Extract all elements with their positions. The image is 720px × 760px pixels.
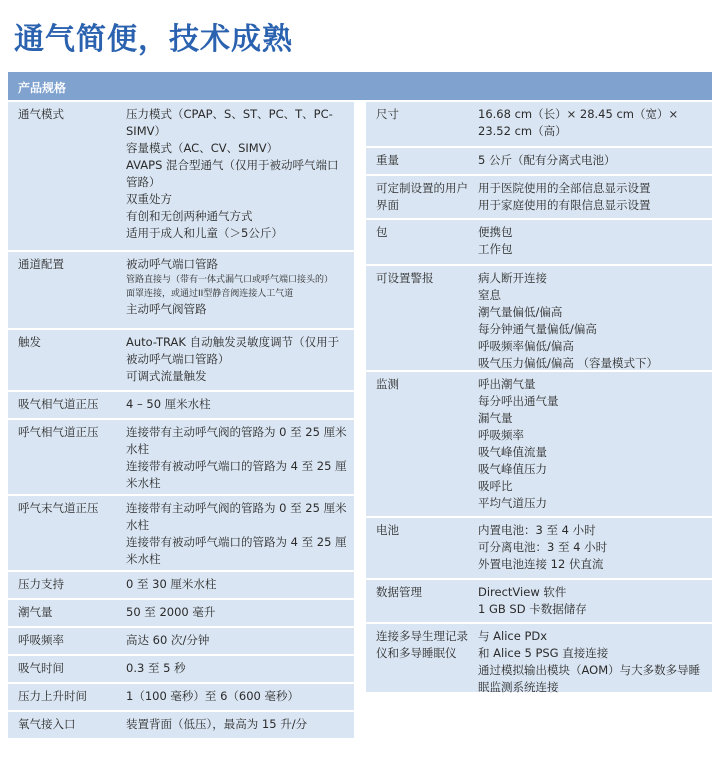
spec-row bbox=[366, 266, 712, 372]
spec-value: 5 公斤（配有分离式电池） bbox=[478, 153, 616, 167]
spec-label: 吸气时间 bbox=[18, 661, 64, 675]
spec-row bbox=[8, 102, 354, 252]
spec-values bbox=[126, 632, 354, 649]
spec-value: 吸气峰值流量 bbox=[478, 445, 547, 459]
spec-row bbox=[366, 148, 712, 176]
spec-value: 连接带有被动呼气端口的管路为 4 至 25 厘米水柱 bbox=[126, 459, 347, 490]
spec-value: 平均气道压力 bbox=[478, 496, 547, 510]
spec-value: 压力模式（CPAP、S、ST、PC、T、PC-SIMV） bbox=[126, 107, 333, 138]
spec-value: 有创和无创两种通气方式 bbox=[126, 209, 253, 223]
spec-value: 面罩连接，或通过II型静音阀连接人工气道 bbox=[126, 289, 294, 299]
spec-label: 数据管理 bbox=[376, 585, 422, 599]
spec-value: 吸气峰值压力 bbox=[478, 462, 547, 476]
spec-label: 呼气末气道正压 bbox=[18, 501, 99, 515]
spec-value: AVAPS 混合型通气（仅用于被动呼气端口管路） bbox=[126, 158, 339, 189]
spec-value: 外置电池连接 12 伏直流 bbox=[478, 557, 604, 571]
spec-value: 呼吸频率偏低/偏高 bbox=[478, 339, 574, 353]
spec-values bbox=[126, 576, 354, 593]
spec-label: 呼气相气道正压 bbox=[18, 425, 99, 439]
spec-value: 连接带有主动呼气阀的管路为 0 至 25 厘米水柱 bbox=[126, 501, 347, 532]
spec-label: 重量 bbox=[376, 153, 399, 167]
spec-label: 可定制设置的用户界面 bbox=[376, 181, 468, 212]
spec-value: 病人断开连接 bbox=[478, 271, 547, 285]
spec-value: 每分呼出通气量 bbox=[478, 394, 559, 408]
spec-value: 被动呼气端口管路 bbox=[126, 257, 218, 271]
spec-values bbox=[478, 584, 712, 618]
spec-value: 吸气压力偏低/偏高 （容量模式下） bbox=[478, 356, 659, 370]
spec-label: 电池 bbox=[376, 523, 399, 537]
spec-label: 可设置警报 bbox=[376, 271, 434, 285]
spec-label: 通气模式 bbox=[18, 107, 64, 121]
spec-value: 内置电池：3 至 4 小时 bbox=[478, 523, 596, 537]
spec-values bbox=[478, 180, 712, 214]
spec-values bbox=[478, 628, 712, 696]
spec-row bbox=[8, 628, 354, 656]
spec-label: 潮气量 bbox=[18, 605, 53, 619]
spec-values bbox=[478, 376, 712, 512]
spec-values bbox=[126, 424, 354, 492]
spec-values bbox=[478, 270, 712, 372]
spec-value: 用于医院使用的全部信息显示设置 bbox=[478, 181, 651, 195]
spec-values bbox=[478, 106, 712, 140]
spec-value: DirectView 软件 bbox=[478, 585, 567, 599]
spec-value: 装置背面（低压），最高为 15 升/分 bbox=[126, 717, 308, 731]
spec-value: 可调式流量触发 bbox=[126, 369, 207, 383]
spec-row bbox=[366, 580, 712, 624]
spec-value: 窒息 bbox=[478, 288, 501, 302]
spec-value: 双重处方 bbox=[126, 192, 172, 206]
spec-value: 0 至 30 厘米水柱 bbox=[126, 577, 217, 591]
spec-label: 吸气相气道正压 bbox=[18, 397, 99, 411]
spec-values bbox=[478, 152, 712, 169]
spec-table-right bbox=[366, 102, 712, 694]
spec-value: 和 Alice 5 PSG 直接连接 bbox=[478, 646, 609, 660]
spec-value: 每分钟通气量偏低/偏高 bbox=[478, 322, 597, 336]
spec-row bbox=[8, 712, 354, 740]
spec-value: 16.68 cm（长）× 28.45 cm（宽）× 23.52 cm（高） bbox=[478, 107, 679, 138]
spec-value: 与 Alice PDx bbox=[478, 629, 548, 643]
spec-value: 管路直接与（带有一体式漏气口或呼气端口接头的） bbox=[126, 275, 334, 285]
spec-row bbox=[8, 572, 354, 600]
spec-value: 1（100 毫秒）至 6（600 毫秒） bbox=[126, 689, 299, 703]
spec-row bbox=[366, 372, 712, 518]
spec-value: 潮气量偏低/偏高 bbox=[478, 305, 563, 319]
spec-value: 呼出潮气量 bbox=[478, 377, 536, 391]
spec-values bbox=[478, 224, 712, 258]
spec-label: 通道配置 bbox=[18, 257, 64, 271]
spec-value: 可分离电池：3 至 4 小时 bbox=[478, 540, 608, 554]
spec-label: 包 bbox=[376, 225, 388, 239]
spec-value: 吸呼比 bbox=[478, 479, 513, 493]
spec-row bbox=[366, 518, 712, 580]
spec-value: 呼吸频率 bbox=[478, 428, 524, 442]
spec-value: 0.3 至 5 秒 bbox=[126, 661, 186, 675]
spec-row bbox=[8, 600, 354, 628]
spec-row bbox=[8, 252, 354, 330]
spec-label: 氧气接入口 bbox=[18, 717, 76, 731]
spec-label: 连接多导生理记录仪和多导睡眠仪 bbox=[376, 629, 468, 660]
spec-row bbox=[366, 220, 712, 266]
spec-row bbox=[8, 656, 354, 684]
spec-label: 呼吸频率 bbox=[18, 633, 64, 647]
spec-values bbox=[126, 106, 354, 242]
spec-values bbox=[126, 256, 354, 318]
spec-values bbox=[126, 604, 354, 621]
spec-value: 用于家庭使用的有限信息显示设置 bbox=[478, 198, 651, 212]
spec-row bbox=[366, 624, 712, 694]
spec-row bbox=[366, 102, 712, 148]
spec-label: 监测 bbox=[376, 377, 399, 391]
spec-section-header bbox=[8, 72, 712, 100]
spec-values bbox=[126, 688, 354, 705]
spec-row bbox=[8, 392, 354, 420]
page-title: 通气简便，技术成熟 bbox=[14, 22, 293, 57]
spec-value: 高达 60 次/分钟 bbox=[126, 633, 210, 647]
spec-row bbox=[8, 330, 354, 392]
spec-value: 通过模拟输出模块（AOM）与大多数多导睡眠监测系统连接 bbox=[478, 663, 701, 694]
spec-label: 触发 bbox=[18, 335, 41, 349]
spec-section-title: 产品规格 bbox=[18, 81, 67, 95]
spec-values bbox=[126, 396, 354, 413]
spec-label: 压力支持 bbox=[18, 577, 64, 591]
spec-values bbox=[126, 334, 354, 385]
spec-value: 连接带有主动呼气阀的管路为 0 至 25 厘米水柱 bbox=[126, 425, 347, 456]
spec-value: 4 – 50 厘米水柱 bbox=[126, 397, 211, 411]
spec-values bbox=[126, 660, 354, 677]
spec-value: 连接带有被动呼气端口的管路为 4 至 25 厘米水柱 bbox=[126, 535, 347, 566]
spec-row bbox=[8, 496, 354, 572]
spec-row bbox=[8, 420, 354, 496]
spec-values bbox=[478, 522, 712, 573]
spec-label: 尺寸 bbox=[376, 107, 399, 121]
spec-value: 适用于成人和儿童（＞5公斤） bbox=[126, 226, 283, 240]
spec-row bbox=[366, 176, 712, 220]
spec-value: 主动呼气阀管路 bbox=[126, 302, 207, 316]
spec-value: 50 至 2000 毫升 bbox=[126, 605, 216, 619]
spec-value: 1 GB SD 卡数据储存 bbox=[478, 602, 587, 616]
spec-row bbox=[8, 684, 354, 712]
spec-value: Auto-TRAK 自动触发灵敏度调节（仅用于被动呼气端口管路） bbox=[126, 335, 340, 366]
spec-value: 容量模式（AC、CV、SIMV） bbox=[126, 141, 279, 155]
spec-label: 压力上升时间 bbox=[18, 689, 87, 703]
spec-values bbox=[126, 500, 354, 568]
spec-value: 工作包 bbox=[478, 242, 513, 256]
spec-values bbox=[126, 716, 354, 733]
spec-value: 便携包 bbox=[478, 225, 513, 239]
spec-value: 漏气量 bbox=[478, 411, 513, 425]
spec-table-left bbox=[8, 102, 354, 740]
